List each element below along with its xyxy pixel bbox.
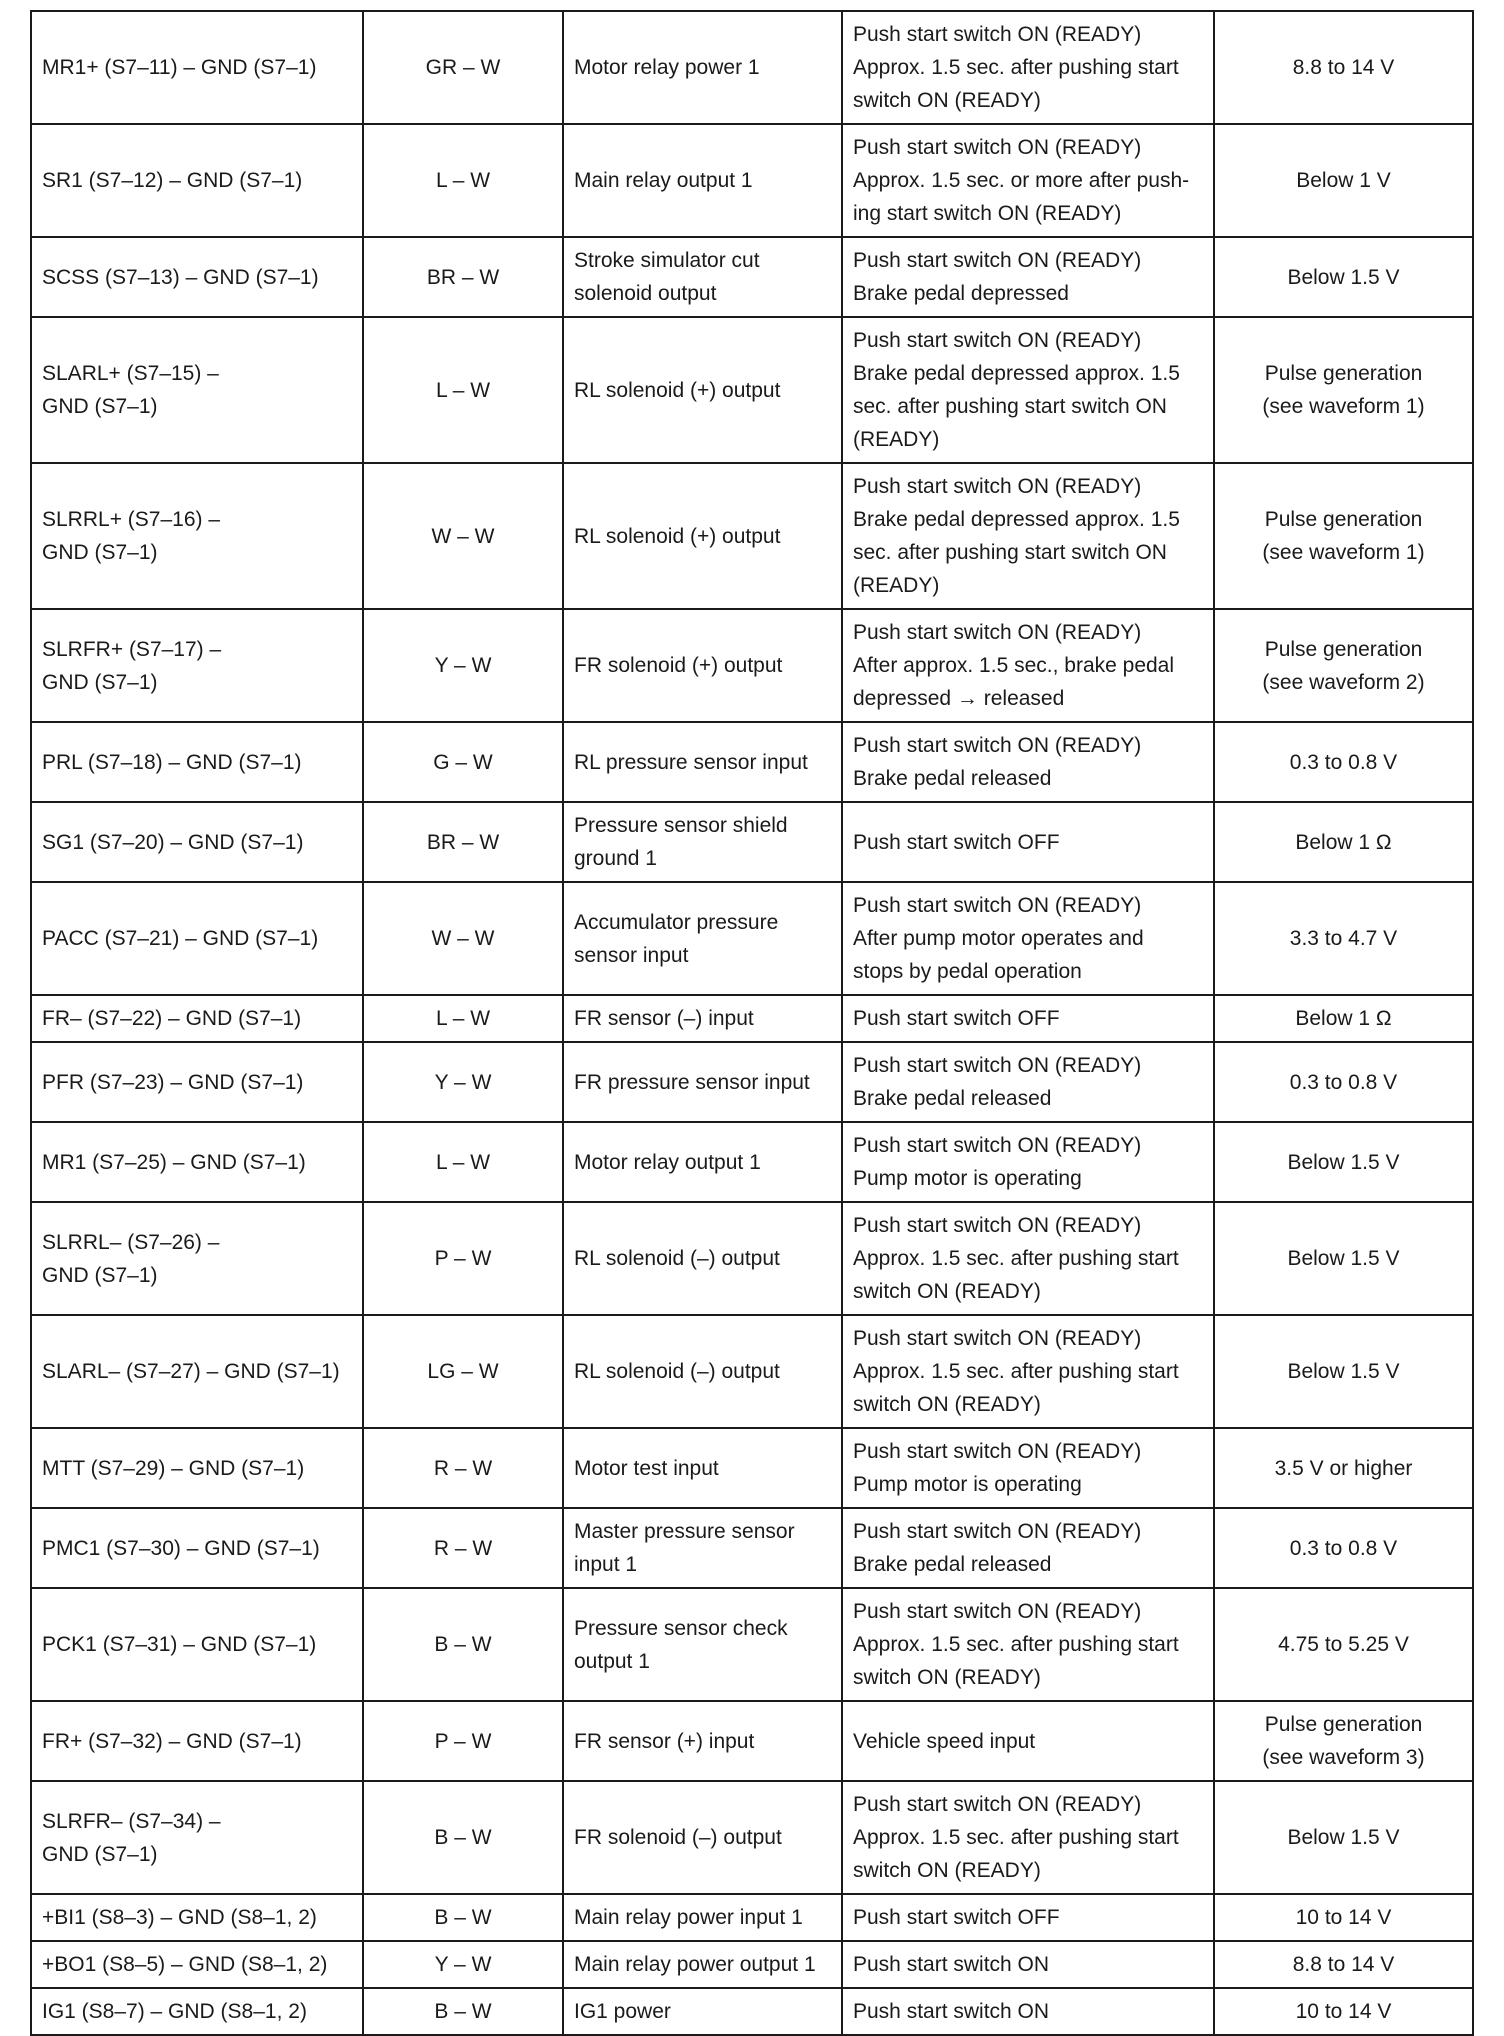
specified-condition-cell bbox=[1214, 1202, 1473, 1315]
condition-cell-line: switch ON (READY) bbox=[853, 1280, 1041, 1303]
description-cell-line: IG1 power bbox=[574, 2000, 671, 2023]
specified-condition-cell-line: Below 1.5 V bbox=[1287, 1360, 1400, 1383]
terminal-cell bbox=[31, 1315, 363, 1428]
description-cell bbox=[563, 317, 842, 463]
description-cell-line: input 1 bbox=[574, 1553, 638, 1576]
wiring-color-cell: BR – W bbox=[363, 237, 563, 317]
description-cell bbox=[563, 995, 842, 1042]
specified-condition-cell-line: Below 1 V bbox=[1296, 169, 1391, 192]
table-row bbox=[31, 1508, 1473, 1588]
wiring-color-cell: Y – W bbox=[363, 609, 563, 722]
description-cell-line: FR sensor (+) input bbox=[574, 1729, 755, 1753]
description-cell bbox=[563, 1894, 842, 1941]
terminal-cell-line: SLRFR– (S7–34) – bbox=[42, 1809, 221, 1833]
specified-condition-cell bbox=[1214, 609, 1473, 722]
condition-cell-line: Push start switch ON (READY) bbox=[853, 136, 1142, 159]
description-cell-line: output 1 bbox=[574, 1649, 650, 1673]
specified-condition-cell-line: 0.3 to 0.8 V bbox=[1289, 1070, 1398, 1094]
condition-cell bbox=[842, 1428, 1214, 1508]
specified-condition-cell-line: 10 to 14 V bbox=[1295, 1906, 1392, 1929]
specified-condition-cell-line: Below 1.5 V bbox=[1287, 1247, 1400, 1270]
specified-condition-cell bbox=[1214, 1988, 1473, 2035]
condition-cell bbox=[842, 1315, 1214, 1428]
terminal-cell-line: PRL (S7–18) – GND (S7–1) bbox=[42, 750, 302, 774]
condition-cell-line: Brake pedal depressed approx. 1.5 bbox=[853, 508, 1180, 531]
specified-condition-cell-line: 10 to 14 V bbox=[1295, 2000, 1392, 2023]
table-row bbox=[31, 1428, 1473, 1508]
terminal-cell bbox=[31, 609, 363, 722]
condition-cell-line: Push start switch ON (READY) bbox=[853, 1600, 1142, 1623]
condition-cell bbox=[842, 1894, 1214, 1941]
description-cell-line: RL pressure sensor input bbox=[574, 750, 808, 774]
specified-condition-cell bbox=[1214, 463, 1473, 609]
table-row bbox=[31, 722, 1473, 802]
condition-cell-line: Approx. 1.5 sec. after pushing start bbox=[853, 1826, 1179, 1849]
condition-cell bbox=[842, 124, 1214, 237]
specified-condition-cell-line: 0.3 to 0.8 V bbox=[1289, 750, 1398, 774]
description-cell bbox=[563, 802, 842, 882]
table-row bbox=[31, 124, 1473, 237]
condition-cell-line: Approx. 1.5 sec. after pushing start bbox=[853, 1360, 1179, 1383]
table-row bbox=[31, 1701, 1473, 1781]
description-cell bbox=[563, 124, 842, 237]
table-row bbox=[31, 1894, 1473, 1941]
description-cell bbox=[563, 1315, 842, 1428]
description-cell bbox=[563, 1122, 842, 1202]
condition-cell-line: Push start switch ON (READY) bbox=[853, 894, 1142, 917]
specified-condition-cell bbox=[1214, 1941, 1473, 1988]
condition-cell-line: Push start switch ON (READY) bbox=[853, 249, 1142, 272]
condition-cell bbox=[842, 1508, 1214, 1588]
specified-condition-cell-line: 3.5 V or higher bbox=[1274, 1456, 1413, 1480]
table-row bbox=[31, 1122, 1473, 1202]
terminal-cell-line: GND (S7–1) bbox=[42, 395, 158, 418]
terminal-cell-line: SLARL– (S7–27) – GND (S7–1) bbox=[42, 1360, 340, 1383]
condition-cell bbox=[842, 11, 1214, 124]
specified-condition-cell bbox=[1214, 237, 1473, 317]
table-row bbox=[31, 1988, 1473, 2035]
wiring-color-cell: R – W bbox=[363, 1428, 563, 1508]
terminal-cell bbox=[31, 1988, 363, 2035]
specified-condition-cell bbox=[1214, 802, 1473, 882]
condition-cell-line: Approx. 1.5 sec. after pushing start bbox=[853, 56, 1179, 79]
specified-condition-cell-line: Below 1 Ω bbox=[1295, 1007, 1392, 1030]
terminal-cell-line: FR– (S7–22) – GND (S7–1) bbox=[42, 1007, 302, 1030]
table-row bbox=[31, 802, 1473, 882]
terminal-cell bbox=[31, 722, 363, 802]
terminal-cell bbox=[31, 11, 363, 124]
condition-cell-line: Brake pedal depressed bbox=[853, 282, 1069, 305]
wiring-color-cell: B – W bbox=[363, 1781, 563, 1894]
description-cell-line: RL solenoid (+) output bbox=[574, 378, 781, 402]
specified-condition-cell bbox=[1214, 1701, 1473, 1781]
terminal-cell-line: SG1 (S7–20) – GND (S7–1) bbox=[42, 830, 304, 854]
terminal-cell-line: GND (S7–1) bbox=[42, 541, 158, 564]
condition-cell bbox=[842, 802, 1214, 882]
description-cell bbox=[563, 463, 842, 609]
condition-cell-line: Brake pedal depressed approx. 1.5 bbox=[853, 362, 1180, 385]
terminal-inspection-table bbox=[30, 10, 1474, 2036]
condition-cell-line: (READY) bbox=[853, 574, 940, 597]
terminal-cell bbox=[31, 1508, 363, 1588]
table-row bbox=[31, 1202, 1473, 1315]
description-cell-line: Pressure sensor shield bbox=[574, 814, 788, 837]
description-cell-line: ground 1 bbox=[574, 847, 657, 870]
condition-cell bbox=[842, 463, 1214, 609]
specified-condition-cell-line: Below 1.5 V bbox=[1287, 265, 1400, 289]
specified-condition-cell bbox=[1214, 1508, 1473, 1588]
specified-condition-cell-line: (see waveform 3) bbox=[1262, 1746, 1425, 1769]
specified-condition-cell bbox=[1214, 995, 1473, 1042]
condition-cell-line: Approx. 1.5 sec. after pushing start bbox=[853, 1247, 1179, 1270]
wiring-color-cell: Y – W bbox=[363, 1042, 563, 1122]
description-cell-line: Stroke simulator cut bbox=[574, 249, 760, 272]
wiring-color-cell: B – W bbox=[363, 1588, 563, 1701]
table-row bbox=[31, 1588, 1473, 1701]
specified-condition-cell-line: 0.3 to 0.8 V bbox=[1289, 1536, 1398, 1560]
wiring-color-cell: GR – W bbox=[363, 11, 563, 124]
specified-condition-cell-line: 4.75 to 5.25 V bbox=[1278, 1633, 1409, 1656]
condition-cell-line: Pump motor is operating bbox=[853, 1473, 1082, 1496]
terminal-cell bbox=[31, 124, 363, 237]
specified-condition-cell-line: 8.8 to 14 V bbox=[1292, 1953, 1395, 1976]
description-cell-line: Motor relay output 1 bbox=[574, 1150, 761, 1174]
table-row bbox=[31, 1941, 1473, 1988]
condition-cell-line: stops by pedal operation bbox=[853, 960, 1082, 983]
specified-condition-cell bbox=[1214, 1042, 1473, 1122]
condition-cell bbox=[842, 1122, 1214, 1202]
condition-cell-line: After approx. 1.5 sec., brake pedal bbox=[853, 654, 1175, 677]
description-cell-line: FR pressure sensor input bbox=[574, 1070, 810, 1094]
table-row bbox=[31, 463, 1473, 609]
terminal-cell-line: MR1 (S7–25) – GND (S7–1) bbox=[42, 1150, 306, 1174]
description-cell-line: RL solenoid (–) output bbox=[574, 1247, 780, 1270]
specified-condition-cell bbox=[1214, 1588, 1473, 1701]
condition-cell-line: Push start switch OFF bbox=[853, 830, 1060, 854]
terminal-cell bbox=[31, 237, 363, 317]
specified-condition-cell bbox=[1214, 1428, 1473, 1508]
condition-cell bbox=[842, 1588, 1214, 1701]
terminal-cell-line: MR1+ (S7–11) – GND (S7–1) bbox=[42, 56, 317, 79]
description-cell bbox=[563, 609, 842, 722]
terminal-cell-line: PCK1 (S7–31) – GND (S7–1) bbox=[42, 1633, 317, 1656]
condition-cell-line: Push start switch ON (READY) bbox=[853, 1327, 1142, 1350]
description-cell bbox=[563, 1701, 842, 1781]
condition-cell-line: switch ON (READY) bbox=[853, 1393, 1041, 1416]
terminal-cell-line: SLRRL– (S7–26) – bbox=[42, 1230, 220, 1254]
specified-condition-cell-line: Pulse generation bbox=[1264, 508, 1423, 531]
condition-cell-line: Push start switch ON (READY) bbox=[853, 329, 1142, 352]
description-cell-line: FR solenoid (+) output bbox=[574, 654, 783, 677]
description-cell-line: Master pressure sensor bbox=[574, 1520, 795, 1543]
terminal-cell bbox=[31, 995, 363, 1042]
terminal-cell bbox=[31, 1941, 363, 1988]
terminal-cell-line: SLRRL+ (S7–16) – bbox=[42, 508, 221, 531]
terminal-cell-line: +BI1 (S8–3) – GND (S8–1, 2) bbox=[42, 1906, 317, 1929]
description-cell-line: Motor test input bbox=[574, 1456, 719, 1480]
condition-cell bbox=[842, 1781, 1214, 1894]
wiring-color-cell: G – W bbox=[363, 722, 563, 802]
terminal-cell-line: GND (S7–1) bbox=[42, 1263, 158, 1287]
condition-cell-line: Vehicle speed input bbox=[853, 1729, 1036, 1753]
terminal-cell-line: GND (S7–1) bbox=[42, 1842, 158, 1866]
condition-cell-line: (READY) bbox=[853, 428, 940, 451]
wiring-color-cell: Y – W bbox=[363, 1941, 563, 1988]
specified-condition-cell bbox=[1214, 124, 1473, 237]
condition-cell-line: Brake pedal released bbox=[853, 1553, 1052, 1576]
description-cell bbox=[563, 11, 842, 124]
terminal-cell-line: SLRFR+ (S7–17) – bbox=[42, 637, 222, 661]
wiring-color-cell: B – W bbox=[363, 1894, 563, 1941]
wiring-color-cell: P – W bbox=[363, 1202, 563, 1315]
description-cell-line: Main relay output 1 bbox=[574, 169, 753, 192]
description-cell bbox=[563, 1941, 842, 1988]
condition-cell-line: sec. after pushing start switch ON bbox=[853, 541, 1167, 564]
description-cell bbox=[563, 1428, 842, 1508]
terminal-cell-line: PACC (S7–21) – GND (S7–1) bbox=[42, 927, 319, 950]
condition-cell-line: Push start switch ON (READY) bbox=[853, 621, 1142, 644]
terminal-cell bbox=[31, 1701, 363, 1781]
terminal-cell-line: SCSS (S7–13) – GND (S7–1) bbox=[42, 265, 319, 289]
table-row bbox=[31, 1781, 1473, 1894]
condition-cell bbox=[842, 1202, 1214, 1315]
condition-cell-line: switch ON (READY) bbox=[853, 1666, 1041, 1689]
condition-cell bbox=[842, 995, 1214, 1042]
specified-condition-cell-line: (see waveform 1) bbox=[1262, 395, 1425, 418]
terminal-cell-line: IG1 (S8–7) – GND (S8–1, 2) bbox=[42, 2000, 307, 2023]
wiring-color-cell: B – W bbox=[363, 1988, 563, 2035]
condition-cell bbox=[842, 609, 1214, 722]
condition-cell-line: Push start switch ON bbox=[853, 1953, 1050, 1976]
description-cell-line: sensor input bbox=[574, 943, 689, 967]
description-cell bbox=[563, 722, 842, 802]
terminal-cell-line: SR1 (S7–12) – GND (S7–1) bbox=[42, 169, 303, 192]
description-cell-line: Pressure sensor check bbox=[574, 1616, 788, 1640]
table-row bbox=[31, 1042, 1473, 1122]
wiring-color-cell: L – W bbox=[363, 995, 563, 1042]
terminal-cell bbox=[31, 1042, 363, 1122]
terminal-cell bbox=[31, 1894, 363, 1941]
wiring-color-cell: W – W bbox=[363, 882, 563, 995]
terminal-cell-line: +BO1 (S8–5) – GND (S8–1, 2) bbox=[42, 1953, 328, 1976]
condition-cell-line: ing start switch ON (READY) bbox=[853, 202, 1122, 225]
condition-cell-line: Push start switch ON (READY) bbox=[853, 1214, 1142, 1237]
description-cell bbox=[563, 1508, 842, 1588]
description-cell-line: solenoid output bbox=[574, 282, 717, 305]
condition-cell-line: switch ON (READY) bbox=[853, 89, 1041, 112]
description-cell-line: RL solenoid (–) output bbox=[574, 1360, 780, 1383]
terminal-cell-line: FR+ (S7–32) – GND (S7–1) bbox=[42, 1729, 302, 1753]
condition-cell-line: Push start switch OFF bbox=[853, 1906, 1060, 1929]
specified-condition-cell bbox=[1214, 1122, 1473, 1202]
terminal-cell bbox=[31, 317, 363, 463]
description-cell bbox=[563, 1042, 842, 1122]
condition-cell-line: Approx. 1.5 sec. or more after push- bbox=[853, 169, 1190, 192]
wiring-color-cell: L – W bbox=[363, 1122, 563, 1202]
terminal-cell bbox=[31, 882, 363, 995]
table-row bbox=[31, 1315, 1473, 1428]
specified-condition-cell-line: Pulse generation bbox=[1264, 637, 1423, 661]
terminal-cell-line: MTT (S7–29) – GND (S7–1) bbox=[42, 1456, 305, 1480]
specified-condition-cell-line: Pulse generation bbox=[1264, 1713, 1423, 1736]
table-row bbox=[31, 317, 1473, 463]
condition-cell bbox=[842, 722, 1214, 802]
specified-condition-cell-line: 3.3 to 4.7 V bbox=[1289, 927, 1398, 950]
wiring-color-cell: P – W bbox=[363, 1701, 563, 1781]
terminal-cell bbox=[31, 1202, 363, 1315]
specified-condition-cell bbox=[1214, 1315, 1473, 1428]
specified-condition-cell bbox=[1214, 1781, 1473, 1894]
specified-condition-cell bbox=[1214, 882, 1473, 995]
specified-condition-cell-line: (see waveform 2) bbox=[1262, 670, 1425, 694]
table-row bbox=[31, 11, 1473, 124]
condition-cell-line: Brake pedal released bbox=[853, 1087, 1052, 1110]
condition-cell-line: Approx. 1.5 sec. after pushing start bbox=[853, 1633, 1179, 1656]
specified-condition-cell-line: Pulse generation bbox=[1264, 362, 1423, 385]
condition-cell bbox=[842, 1941, 1214, 1988]
table-body bbox=[31, 11, 1473, 2035]
condition-cell-line: Brake pedal released bbox=[853, 767, 1052, 790]
condition-cell bbox=[842, 882, 1214, 995]
wiring-color-cell: LG – W bbox=[363, 1315, 563, 1428]
description-cell bbox=[563, 237, 842, 317]
description-cell bbox=[563, 1202, 842, 1315]
condition-cell bbox=[842, 1042, 1214, 1122]
condition-cell-line: sec. after pushing start switch ON bbox=[853, 395, 1167, 418]
description-cell-line: RL solenoid (+) output bbox=[574, 524, 781, 548]
specified-condition-cell-line: Below 1 Ω bbox=[1295, 830, 1392, 854]
terminal-cell-line: PFR (S7–23) – GND (S7–1) bbox=[42, 1070, 304, 1094]
table-row bbox=[31, 882, 1473, 995]
condition-cell-line: Push start switch ON (READY) bbox=[853, 1793, 1142, 1816]
description-cell-line: FR sensor (–) input bbox=[574, 1007, 754, 1030]
terminal-cell-line: PMC1 (S7–30) – GND (S7–1) bbox=[42, 1536, 320, 1560]
specified-condition-cell-line: Below 1.5 V bbox=[1287, 1826, 1400, 1849]
specified-condition-cell-line: Below 1.5 V bbox=[1287, 1150, 1400, 1174]
terminal-cell bbox=[31, 1588, 363, 1701]
description-cell-line: FR solenoid (–) output bbox=[574, 1826, 782, 1849]
description-cell-line: Main relay power output 1 bbox=[574, 1953, 816, 1976]
specified-condition-cell bbox=[1214, 11, 1473, 124]
wiring-color-cell: L – W bbox=[363, 124, 563, 237]
terminal-cell bbox=[31, 1781, 363, 1894]
condition-cell-line: Push start switch ON (READY) bbox=[853, 734, 1142, 757]
specified-condition-cell-line: 8.8 to 14 V bbox=[1292, 56, 1395, 79]
condition-cell bbox=[842, 317, 1214, 463]
condition-cell bbox=[842, 1988, 1214, 2035]
condition-cell-line: depressed → released bbox=[853, 687, 1065, 710]
condition-cell-line: Push start switch ON (READY) bbox=[853, 1440, 1142, 1463]
description-cell-line: Accumulator pressure bbox=[574, 910, 779, 934]
terminal-cell bbox=[31, 1428, 363, 1508]
condition-cell-line: After pump motor operates and bbox=[853, 927, 1144, 950]
condition-cell-line: Push start switch ON (READY) bbox=[853, 1134, 1142, 1157]
condition-cell-line: Pump motor is operating bbox=[853, 1167, 1082, 1190]
specified-condition-cell bbox=[1214, 1894, 1473, 1941]
condition-cell-line: Push start switch ON (READY) bbox=[853, 475, 1142, 498]
specified-condition-cell bbox=[1214, 317, 1473, 463]
description-cell-line: Main relay power input 1 bbox=[574, 1906, 803, 1929]
terminal-cell-line: SLARL+ (S7–15) – bbox=[42, 362, 219, 385]
table-row bbox=[31, 995, 1473, 1042]
condition-cell bbox=[842, 237, 1214, 317]
condition-cell-line: Push start switch ON (READY) bbox=[853, 1520, 1142, 1543]
wiring-color-cell: W – W bbox=[363, 463, 563, 609]
table-row bbox=[31, 609, 1473, 722]
condition-cell-line: Push start switch OFF bbox=[853, 1007, 1060, 1030]
specified-condition-cell bbox=[1214, 722, 1473, 802]
condition-cell-line: switch ON (READY) bbox=[853, 1859, 1041, 1882]
wiring-color-cell: BR – W bbox=[363, 802, 563, 882]
terminal-cell bbox=[31, 463, 363, 609]
description-cell bbox=[563, 1781, 842, 1894]
description-cell bbox=[563, 1588, 842, 1701]
condition-cell-line: Push start switch ON (READY) bbox=[853, 1054, 1142, 1077]
wiring-color-cell: L – W bbox=[363, 317, 563, 463]
terminal-cell bbox=[31, 1122, 363, 1202]
terminal-cell-line: GND (S7–1) bbox=[42, 670, 158, 694]
description-cell-line: Motor relay power 1 bbox=[574, 56, 760, 79]
condition-cell-line: Push start switch ON (READY) bbox=[853, 23, 1142, 46]
condition-cell-line: Push start switch ON bbox=[853, 2000, 1050, 2023]
terminal-cell bbox=[31, 802, 363, 882]
table-row bbox=[31, 237, 1473, 317]
wiring-color-cell: R – W bbox=[363, 1508, 563, 1588]
condition-cell bbox=[842, 1701, 1214, 1781]
specified-condition-cell-line: (see waveform 1) bbox=[1262, 541, 1425, 564]
description-cell bbox=[563, 1988, 842, 2035]
description-cell bbox=[563, 882, 842, 995]
